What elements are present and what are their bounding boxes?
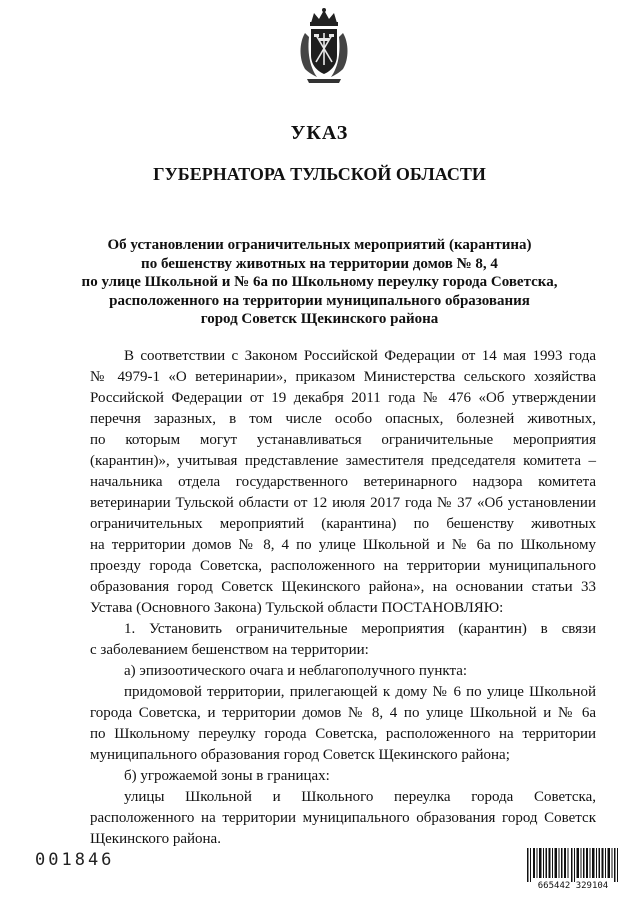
body-line: на территории домов № 8, 4 по улице Школьной и № 6а по Школьному bbox=[90, 537, 596, 553]
body-line: Российской Федерации от 19 декабря 2011 года № 476 «Об утверждении bbox=[90, 390, 596, 406]
body-line: проезду города Советска, расположенного на территории муниципального bbox=[90, 558, 596, 574]
body-line: улицы Школьной и Школьного переулка города Советска, bbox=[124, 789, 596, 805]
subject-line: по улице Школьной и № 6а по Школьному переулку города Советска, bbox=[81, 274, 558, 290]
body-line: начальника отдела государственного ветеринарного надзора комитета bbox=[90, 474, 596, 490]
barcode-number: 665442 329104 bbox=[537, 881, 609, 891]
subject-line: расположенного на территории муниципального образования bbox=[109, 292, 530, 309]
body-line: муниципального образования город Советск Щекинского района; bbox=[90, 747, 510, 763]
body-line: перечня заразных, в том числе особо опасных, болезней животных, bbox=[90, 411, 596, 427]
body-line: Щекинского района. bbox=[90, 831, 221, 847]
subject-line: Об установлении ограничительных мероприятий (карантина) bbox=[107, 237, 532, 253]
body-line: а) эпизоотического очага и неблагополучного пункта: bbox=[124, 663, 468, 679]
body-line: с заболеванием бешенством на территории: bbox=[90, 642, 369, 658]
body-line: по Школьному переулку города Советска, расположенного на территории bbox=[90, 726, 596, 742]
body-line: В соответствии с Законом Российской Федерации от 14 мая 1993 года bbox=[124, 348, 596, 364]
barcode-icon bbox=[527, 848, 619, 882]
body-line: образования город Советск Щекинского района», на основании статьи 33 bbox=[90, 579, 596, 595]
body-line: придомовой территории, прилегающей к дому № 6 по улице Школьной bbox=[124, 684, 596, 700]
body-line: Устава (Основного Закона) Тульской области ПОСТАНОВЛЯЮ: bbox=[90, 600, 504, 616]
body-line: 1. Установить ограничительные мероприятия (карантин) в связи bbox=[124, 621, 596, 637]
body-line: города Советска, и территории домов № 8, 4 по улице Школьной и № 6а bbox=[90, 705, 596, 721]
body-line: по которым могут устанавливаться ограничительные мероприятия bbox=[90, 432, 596, 448]
subject-line: по бешенству животных на территории домов № 8, 4 bbox=[141, 255, 498, 272]
body-line: ограничительных мероприятий (карантина) по бешенству животных bbox=[90, 516, 596, 532]
coat-of-arms-icon bbox=[297, 7, 351, 84]
serial-number: 001846 bbox=[35, 850, 115, 870]
body-line: ветеринарии Тульской области от 12 июля 2017 года № 37 «Об установлении bbox=[90, 495, 596, 511]
subject-line: город Советск Щекинского района bbox=[200, 311, 439, 327]
body-line: (карантин)», учитывая представление заместителя председателя комитета – bbox=[90, 453, 596, 469]
body-line: расположенного на территории муниципального образования город Советск bbox=[90, 810, 596, 826]
body-line: б) угрожаемой зоны в границах: bbox=[124, 768, 330, 784]
document-type-title: УКАЗ bbox=[290, 122, 349, 144]
decree-subject bbox=[0, 236, 639, 329]
issuer-title: ГУБЕРНАТОРА ТУЛЬСКОЙ ОБЛАСТИ bbox=[153, 164, 486, 184]
body-line: № 4979-1 «О ветеринарии», приказом Министерства сельского хозяйства bbox=[90, 369, 596, 385]
